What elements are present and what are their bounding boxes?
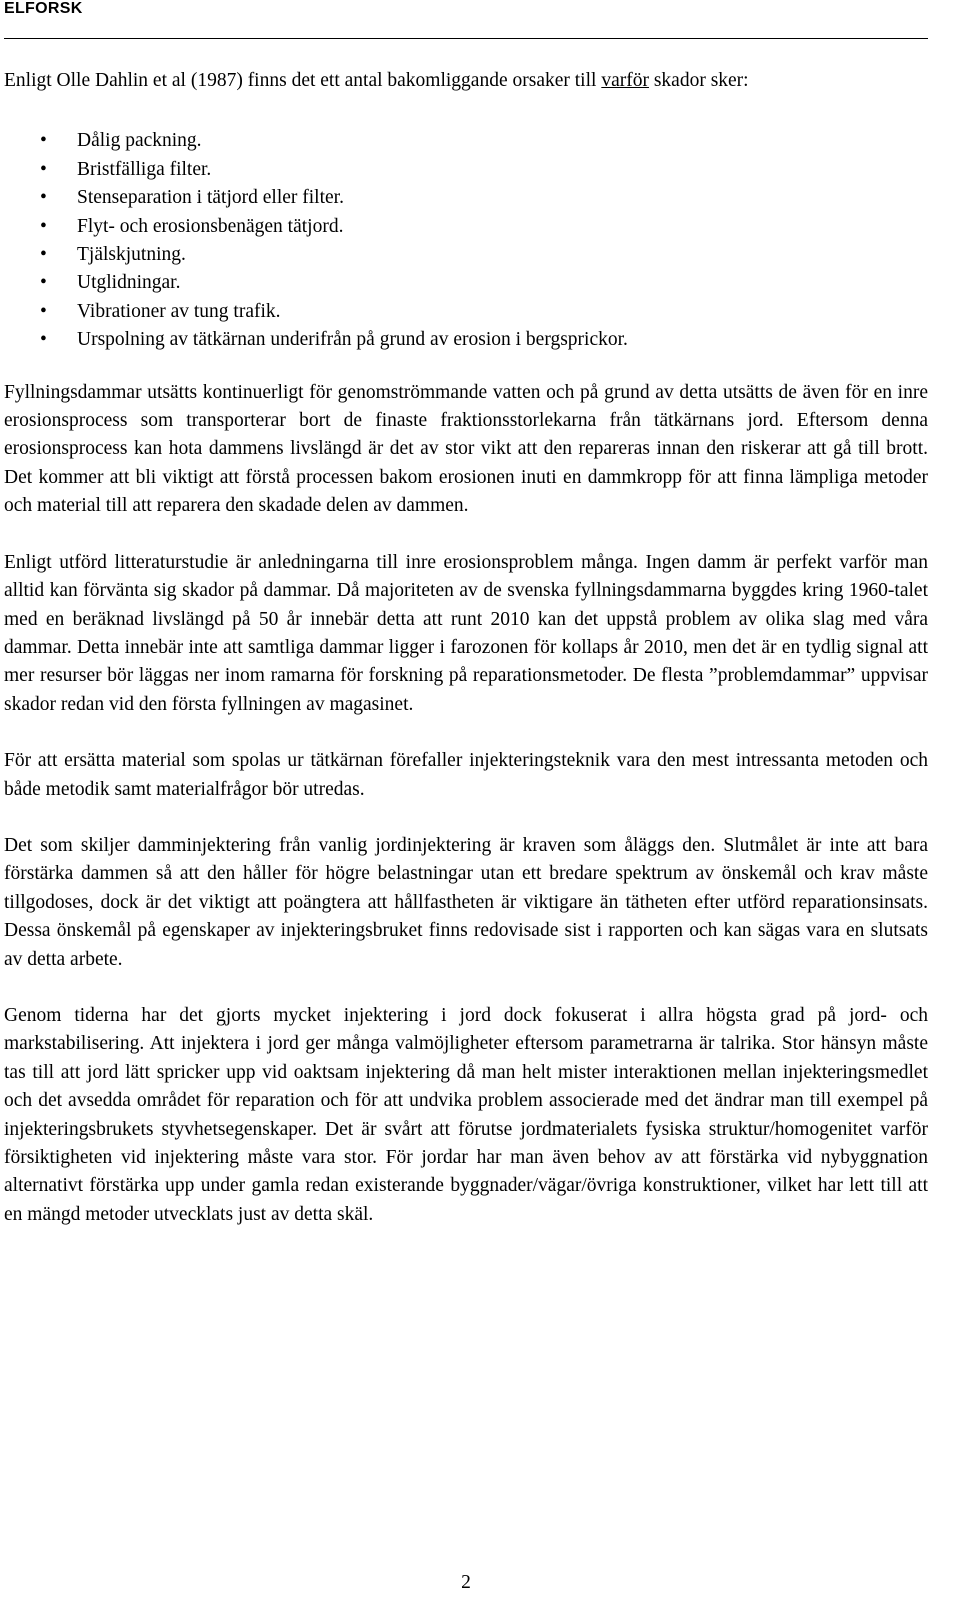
header-divider [4,38,928,39]
causes-list [4,127,928,354]
list-item: • Utglidningar. [4,269,928,297]
bullet-icon: • [40,300,47,322]
document-header: ELFORSK [4,0,83,17]
list-item: • Bristfälliga filter. [4,156,928,184]
bullet-icon: • [40,244,47,266]
list-item: • Flyt- och erosionsbenägen tätjord. [4,213,928,241]
body-paragraph-injection: För att ersätta material som spolas ur tätkärnan förefaller injekteringsteknik vara den mest intressanta metoden och både metodik samt materialfrågor bör utredas. [4,750,928,800]
body-paragraph-history: Genom tiderna har det gjorts mycket injektering i jord dock fokuserat i allra högsta grad på jord- och markstabilisering. Att injektera i jord ger många valmöjligheter eftersom parametrarna är talrika. Stor hänsyn måste tas till att jord lätt spricker upp vid oaktsam injektering då man helt mister interaktionen mellan injekteringsmedlet och det avsedda området för reparation och för att undvika problem associerade med det ändrar man till exempel på injekteringsbrukets styvhetsegenskaper. Det är svårt att förutse jordmaterialets fysiska struktur/homogenitet varför försiktigheten vid injektering måste vara stor. För jordar har man även behov av att förstärka vid nybyggnation alternativt förstärka upp under gamla redan existerande byggnader/vägar/övriga konstruktioner, vilket har lett till att en mängd metoder utvecklats just av detta skäl. [4,1004,928,1225]
intro-text-after: skador sker: [648,70,749,91]
list-item: • Stenseparation i tätjord eller filter. [4,184,928,212]
bullet-icon: • [40,215,47,237]
body-paragraph-literature: Enligt utförd litteraturstudie är anledningarna till inre erosionsproblem många. Ingen damm är perfekt varför man alltid kan förvänta sig skador på dammar. Då majoriteten av de svenska fyllningsdammarna byggdes kring 1960-talet med en beräknad livslängd på 50 år innebär detta att runt 2010 kan det uppstå problem av olika slag med våra dammar. Detta innebär inte att samtliga dammar ligger i farozonen för kollaps år 2010, men det är en tydlig signal att mer resurser bör läggas ner inom ramarna för forskning på reparationsmetoder. De flesta ”problemdammar” uppvisar skador redan vid den första fyllningen av magasinet. [4,551,928,715]
intro-paragraph [4,67,928,95]
list-item: • Urspolning av tätkärnan underifrån på grund av erosion i bergsprickor. [4,326,928,354]
intro-underlined-word: varför [601,70,649,91]
bullet-icon: • [40,272,47,294]
list-item: • Vibrationer av tung trafik. [4,298,928,326]
bullet-icon: • [40,130,47,152]
page-body [4,67,928,1229]
bullet-icon: • [40,329,47,351]
page-number: 2 [461,1572,471,1593]
list-item: • Dålig packning. [4,127,928,155]
list-item: • Tjälskjutning. [4,241,928,269]
body-paragraph-erosion: Fyllningsdammar utsätts kontinuerligt för genomströmmande vatten och på grund av detta utsätts de även för en inre erosionsprocess som transporterar bort de finaste fraktionsstorlekarna från tätkärnans jord. Eftersom denna erosionsprocess kan hota dammens livslängd är det av stor vikt att den repareras innan den riskerar att gå till brott. Det kommer att bli viktigt att förstå processen bakom erosionen inuti en dammkropp för att finna lämpliga metoder och material till att reparera den skadade delen av dammen. [4,381,928,517]
bullet-icon: • [40,158,47,180]
intro-text-before: Enligt Olle Dahlin et al (1987) finns det ett antal bakomliggande orsaker till [4,70,602,91]
body-paragraph-dam-injection: Det som skiljer damminjektering från vanlig jordinjektering är kraven som åläggs den. Slutmålet är inte att bara förstärka dammen så att den håller för högre belastningar utan ett bredare spektrum av önskemål och krav måste tillgodoses, dock är det viktigt att poängtera att hållfastheten är viktigare än tätheten efter utförd reparationsinsats. Dessa önskemål på egenskaper av injekteringsbruket finns redovisade sist i rapporten och kan sägas vara en slutsats av detta arbete. [4,834,928,970]
bullet-icon: • [40,187,47,209]
